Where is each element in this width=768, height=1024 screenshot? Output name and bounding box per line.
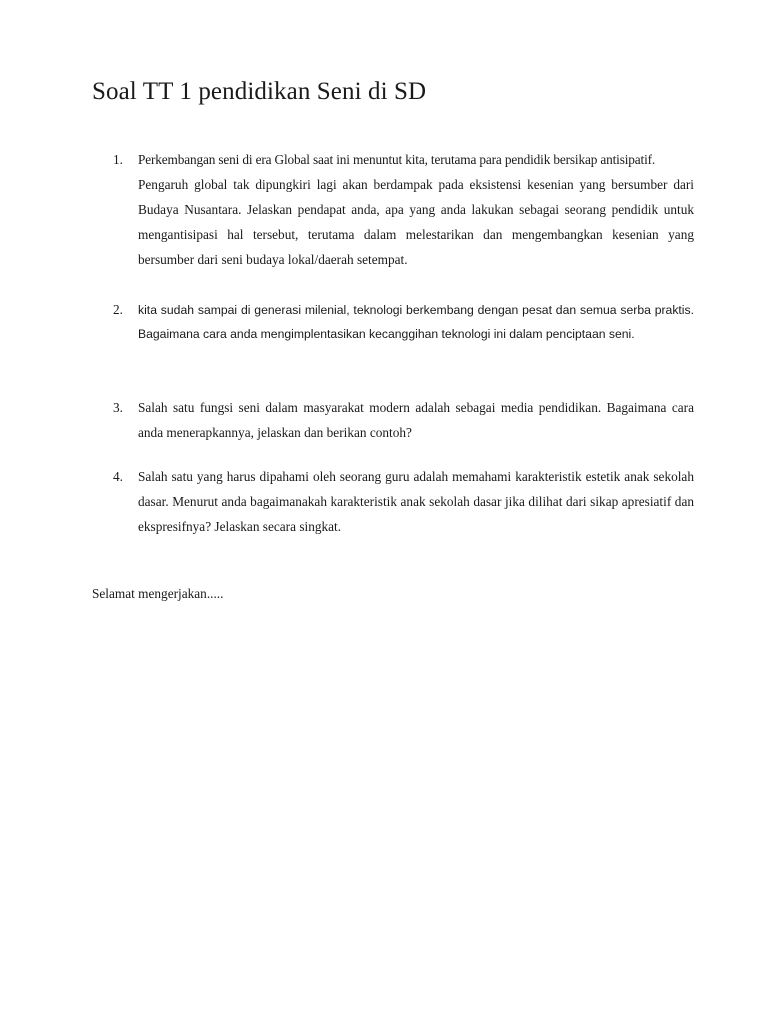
question-number: 1. [113, 152, 123, 167]
question-text: Salah satu yang harus dipahami oleh seorang guru adalah memahami karakteristik estetik anak sekolah dasar. Menurut anda bagaimanakah karakteristik anak sekolah dasar jika dilihat dari sikap apresiatif dan ekspresifnya? Jelaskan secara singkat. [138, 469, 694, 534]
closing-text: Selamat mengerjakan..... [92, 586, 224, 601]
question-number: 3. [113, 400, 123, 415]
question-text [138, 147, 694, 272]
question-body: Pengaruh global tak dipungkiri lagi akan berdampak pada eksistensi kesenian yang bersumber dari Budaya Nusantara. Jelaskan pendapat anda, apa yang anda lakukan sebagai seorang pendidik untuk mengantisipasi hal tersebut, terutama dalam melestarikan dan mengembangkan kesenian yang bersumber dari seni budaya lokal/daerah setempat. [138, 177, 694, 267]
question-first-line: Perkembangan seni di era Global saat ini menuntut kita, terutama para pendidik bersikap antisipatif. [138, 152, 656, 167]
question-text: Salah satu fungsi seni dalam masyarakat modern adalah sebagai media pendidikan. Bagaimana cara anda menerapkannya, jelaskan dan berikan contoh? [138, 400, 694, 440]
question-number: 2. [113, 302, 123, 317]
question-number: 4. [113, 469, 123, 484]
question-text: kita sudah sampai di generasi milenial, teknologi berkembang dengan pesat dan semua serba praktis. Bagaimana cara anda mengimplentasikan kecanggihan teknologi ini dalam penciptaan seni. [138, 303, 694, 341]
document-title: Soal TT 1 pendidikan Seni di SD [92, 78, 427, 105]
